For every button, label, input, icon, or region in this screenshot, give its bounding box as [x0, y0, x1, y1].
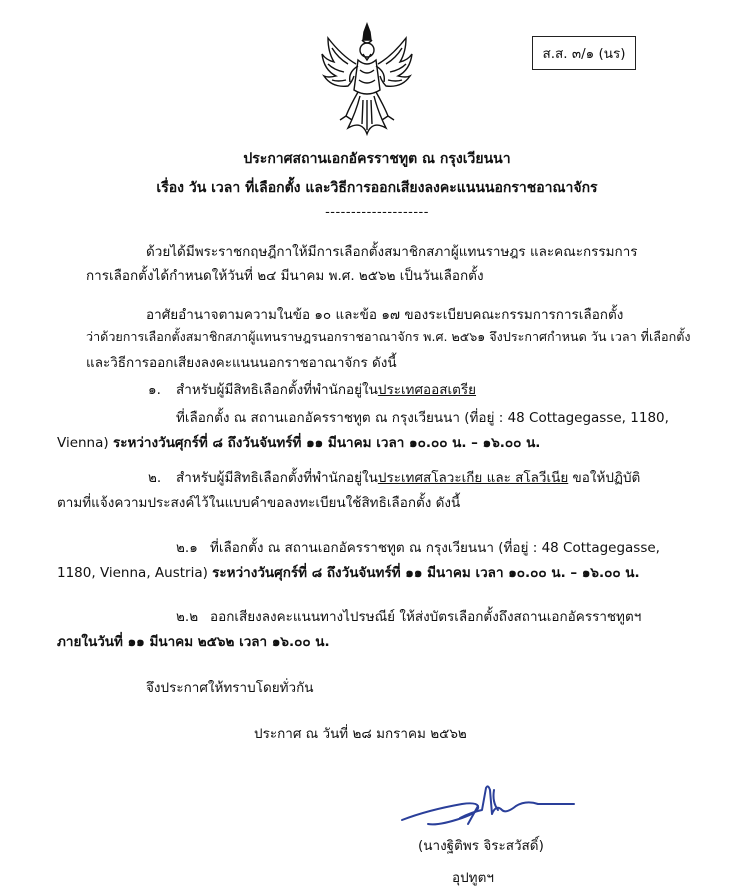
item1-country: ประเทศออสเตรีย — [377, 382, 477, 398]
item2-2-number: ๒.๒ — [176, 609, 199, 625]
announcement-title: ประกาศสถานเอกอัครราชทูต ณ กรุงเวียนนา — [243, 151, 511, 167]
para1-line1: ด้วยได้มีพระราชกฤษฎีกาให้มีการเลือกตั้งสมาชิกสภาผู้แทนราษฎร และคณะกรรมการ — [146, 244, 638, 260]
item2-1-number: ๒.๑ — [176, 540, 198, 556]
item2-2-line2: ภายในวันที่ ๑๑ มีนาคม ๒๕๖๒ เวลา ๑๖.๐๐ น. — [57, 634, 330, 650]
item2-tail: ขอให้ปฏิบัติ — [572, 470, 641, 486]
item2-2-line1: ออกเสียงลงคะแนนทางไปรษณีย์ ให้ส่งบัตรเลือกตั้งถึงสถานเอกอัครราชทูตฯ — [210, 609, 642, 625]
date-line: ประกาศ ณ วันที่ ๒๘ มกราคม ๒๕๖๒ — [254, 726, 467, 742]
para2-line2: ว่าด้วยการเลือกตั้งสมาชิกสภาผู้แทนราษฎรนอกราชอาณาจักร พ.ศ. ๒๕๖๑ จึงประกาศกำหนด วัน เวลา ที่เลือกตั้ง — [86, 329, 691, 344]
closing-statement: จึงประกาศให้ทราบโดยทั่วกัน — [146, 680, 314, 696]
item2-lead: สำหรับผู้มีสิทธิเลือกตั้งที่พำนักอยู่ใน — [176, 470, 378, 486]
item1-line3 — [57, 431, 540, 453]
item2-line2: ตามที่แจ้งความประสงค์ไว้ในแบบคำขอลงทะเบียนใช้สิทธิเลือกตั้ง ดังนี้ — [57, 495, 461, 511]
item1-number: ๑. — [148, 382, 161, 398]
item2-1-address-end: 1180, Vienna, Austria) — [57, 565, 208, 581]
signer-position: อุปทูตฯ — [452, 870, 494, 886]
item2-country: ประเทศสโลวะเกีย และ สโลวีเนีย — [377, 470, 569, 486]
para2-line3: และวิธีการออกเสียงลงคะแนนนอกราชอาณาจักร ดังนี้ — [86, 355, 397, 371]
item2-1-time: ระหว่างวันศุกร์ที่ ๘ ถึงวันจันทร์ที่ ๑๑ มีนาคม เวลา ๑๐.๐๐ น. – ๑๖.๐๐ น. — [212, 565, 640, 581]
form-code: ส.ส. ๓/๑ (นร) — [542, 46, 626, 62]
para1-line2: การเลือกตั้งได้กำหนดให้วันที่ ๒๔ มีนาคม พ.ศ. ๒๕๖๒ เป็นวันเลือกตั้ง — [86, 268, 484, 284]
item2-1-line2 — [57, 561, 640, 583]
form-code-box — [532, 36, 636, 70]
item1-place-end: Vienna) — [57, 435, 109, 451]
item2-heading — [176, 466, 640, 488]
item1-heading — [176, 378, 476, 400]
item1-place: ที่เลือกตั้ง ณ สถานเอกอัครราชทูต ณ กรุงเวียนนา (ที่อยู่ : 48 Cottagegasse, 1180, — [176, 410, 669, 426]
announcement-subject: เรื่อง วัน เวลา ที่เลือกตั้ง และวิธีการออกเสียงลงคะแนนนอกราชอาณาจักร — [156, 180, 598, 196]
item1-time: ระหว่างวันศุกร์ที่ ๘ ถึงวันจันทร์ที่ ๑๑ มีนาคม เวลา ๑๐.๐๐ น. – ๑๖.๐๐ น. — [112, 435, 541, 451]
item2-number: ๒. — [148, 470, 162, 486]
signer-name: (นางฐิติพร จิระสวัสดิ์) — [418, 838, 544, 854]
para2-line1: อาศัยอำนาจตามความในข้อ ๑๐ และข้อ ๑๗ ของระเบียบคณะกรรมการการเลือกตั้ง — [146, 307, 624, 323]
item2-1-line1: ที่เลือกตั้ง ณ สถานเอกอัครราชทูต ณ กรุงเวียนนา (ที่อยู่ : 48 Cottagegasse, — [210, 540, 660, 556]
garuda-emblem-icon — [318, 20, 416, 138]
title-separator: -------------------- — [325, 205, 429, 220]
signature-image — [398, 780, 578, 836]
item1-lead: สำหรับผู้มีสิทธิเลือกตั้งที่พำนักอยู่ใน — [176, 382, 378, 398]
